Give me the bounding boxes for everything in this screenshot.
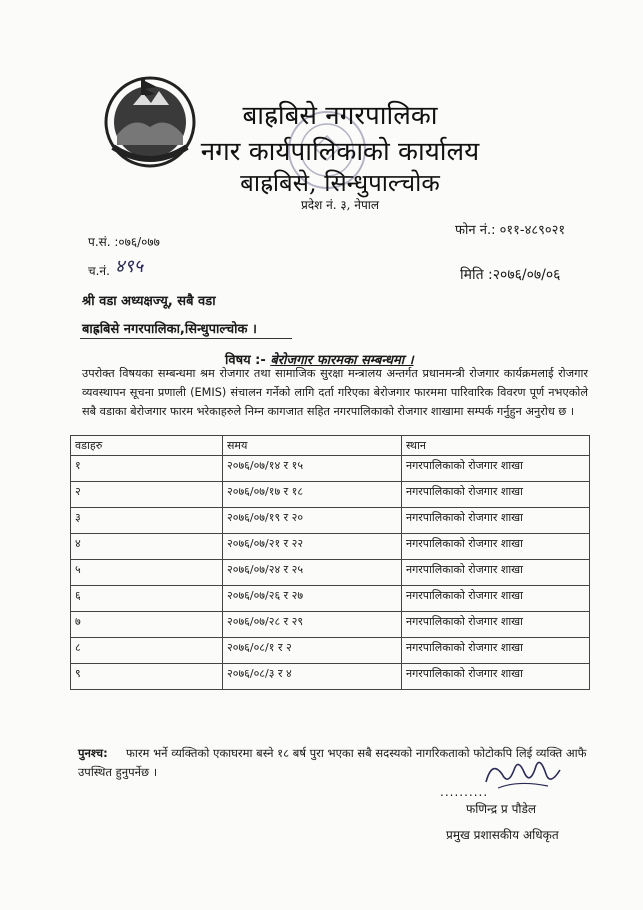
time-cell: २०७६/०८/३ र ४ bbox=[223, 664, 402, 690]
place-cell: नगरपालिकाको रोजगार शाखा bbox=[402, 664, 590, 690]
table-header-row bbox=[71, 436, 590, 456]
office-name: नगर कार्यपालिकाको कार्यालय bbox=[200, 137, 480, 167]
signatory-name: फणिन्द्र प्र पौडेल bbox=[466, 802, 537, 816]
table-row bbox=[71, 638, 590, 664]
postscript-label: पुनश्च: bbox=[78, 746, 108, 760]
time-cell: २०७६/०७/१४ र १५ bbox=[223, 456, 402, 482]
column-header: समय bbox=[223, 436, 402, 456]
time-cell: २०७६/०८/१ र २ bbox=[223, 638, 402, 664]
time-cell: २०७६/०७/१७ र १८ bbox=[223, 482, 402, 508]
signatory-title: प्रमुख प्रशासकीय अधिकृत bbox=[446, 828, 559, 842]
ward-cell: ४ bbox=[71, 534, 223, 560]
ward-cell: ३ bbox=[71, 508, 223, 534]
ward-cell: १ bbox=[71, 456, 223, 482]
table-row bbox=[71, 612, 590, 638]
subject-text: बेरोजगार फारमका सम्बन्धमा । bbox=[270, 353, 414, 368]
ward-cell: ८ bbox=[71, 638, 223, 664]
place-cell: नगरपालिकाको रोजगार शाखा bbox=[402, 638, 590, 664]
ward-cell: ७ bbox=[71, 612, 223, 638]
table-row bbox=[71, 508, 590, 534]
signature-icon bbox=[478, 752, 568, 802]
place-cell: नगरपालिकाको रोजगार शाखा bbox=[402, 586, 590, 612]
place-cell: नगरपालिकाको रोजगार शाखा bbox=[402, 534, 590, 560]
table-row bbox=[71, 456, 590, 482]
schedule-table bbox=[70, 435, 590, 690]
time-cell: २०७६/०७/२४ र २५ bbox=[223, 560, 402, 586]
letter-date: मिति :२०७६/०७/०६ bbox=[460, 267, 561, 283]
place-cell: नगरपालिकाको रोजगार शाखा bbox=[402, 456, 590, 482]
ward-cell: ९ bbox=[71, 664, 223, 690]
signature-dots: .......... bbox=[440, 785, 489, 799]
place-cell: नगरपालिकाको रोजगार शाखा bbox=[402, 482, 590, 508]
column-header: स्थान bbox=[402, 436, 590, 456]
dispatch-label: च.नं. bbox=[88, 264, 110, 278]
time-cell: २०७६/०७/२६ र २७ bbox=[223, 586, 402, 612]
municipality-name: बाह्रबिसे नगरपालिका bbox=[242, 101, 438, 131]
place-cell: नगरपालिकाको रोजगार शाखा bbox=[402, 560, 590, 586]
office-location: बाह्रबिसे, सिन्धुपाल्चोक bbox=[240, 169, 440, 197]
column-header: वडाहरु bbox=[71, 436, 223, 456]
recipient-line-1: श्री वडा अध्यक्षज्यू, सबै वडा bbox=[82, 294, 216, 309]
table-row bbox=[71, 534, 590, 560]
province-line: प्रदेश नं. ३, नेपाल bbox=[300, 198, 380, 212]
table-row bbox=[71, 664, 590, 690]
table-row bbox=[71, 482, 590, 508]
table-row bbox=[71, 560, 590, 586]
table-row bbox=[71, 586, 590, 612]
ward-cell: ६ bbox=[71, 586, 223, 612]
postscript-text: फारम भर्ने व्यक्तिको एकाघरमा बस्ने १८ बर्ष पुरा भएका सबै सदस्यको नागरिकताको फोटोकपि लिई व्यक्ति आफै उपस्थित हुनुपर्नेछ । bbox=[78, 746, 587, 779]
time-cell: २०७६/०७/१९ र २० bbox=[223, 508, 402, 534]
time-cell: २०७६/०७/२१ र २२ bbox=[223, 534, 402, 560]
place-cell: नगरपालिकाको रोजगार शाखा bbox=[402, 612, 590, 638]
dispatch-number: ४९५ bbox=[115, 256, 144, 277]
place-cell: नगरपालिकाको रोजगार शाखा bbox=[402, 508, 590, 534]
time-cell: २०७६/०७/२८ र २९ bbox=[223, 612, 402, 638]
phone-number: फोन नं.: ०११-४८९०२१ bbox=[455, 223, 566, 238]
ward-cell: २ bbox=[71, 482, 223, 508]
body-paragraph: उपरोक्त विषयका सम्बन्धमा श्रम रोजगार तथा सामाजिक सुरक्षा मन्त्रालय अन्तर्गत प्रधानमन्त्री रोजगार कार्यक्रमलाई रोजगार व्यवस्थापन सूचना प्रणाली (EMIS) संचालन गर्नेको लागि दर्ता गरिएका बेरोजगार फारममा पारिवारिक विवरण पूर्ण नभएकोले सबै वडाका बेरोजगार फारम भरेकाहरुले निम्न कागजात सहित नगरपालिकाको रोजगार शाखामा सम्पर्क गर्नुहुन अनुरोध छ । bbox=[82, 367, 588, 418]
ward-cell: ५ bbox=[71, 560, 223, 586]
recipient-line-2: बाह्रबिसे नगरपालिका,सिन्धुपाल्चोक । bbox=[82, 322, 257, 337]
reference-number: प.सं. :०७६/०७७ bbox=[88, 235, 160, 249]
divider bbox=[80, 338, 292, 339]
subject-label: विषय :- bbox=[225, 353, 266, 368]
